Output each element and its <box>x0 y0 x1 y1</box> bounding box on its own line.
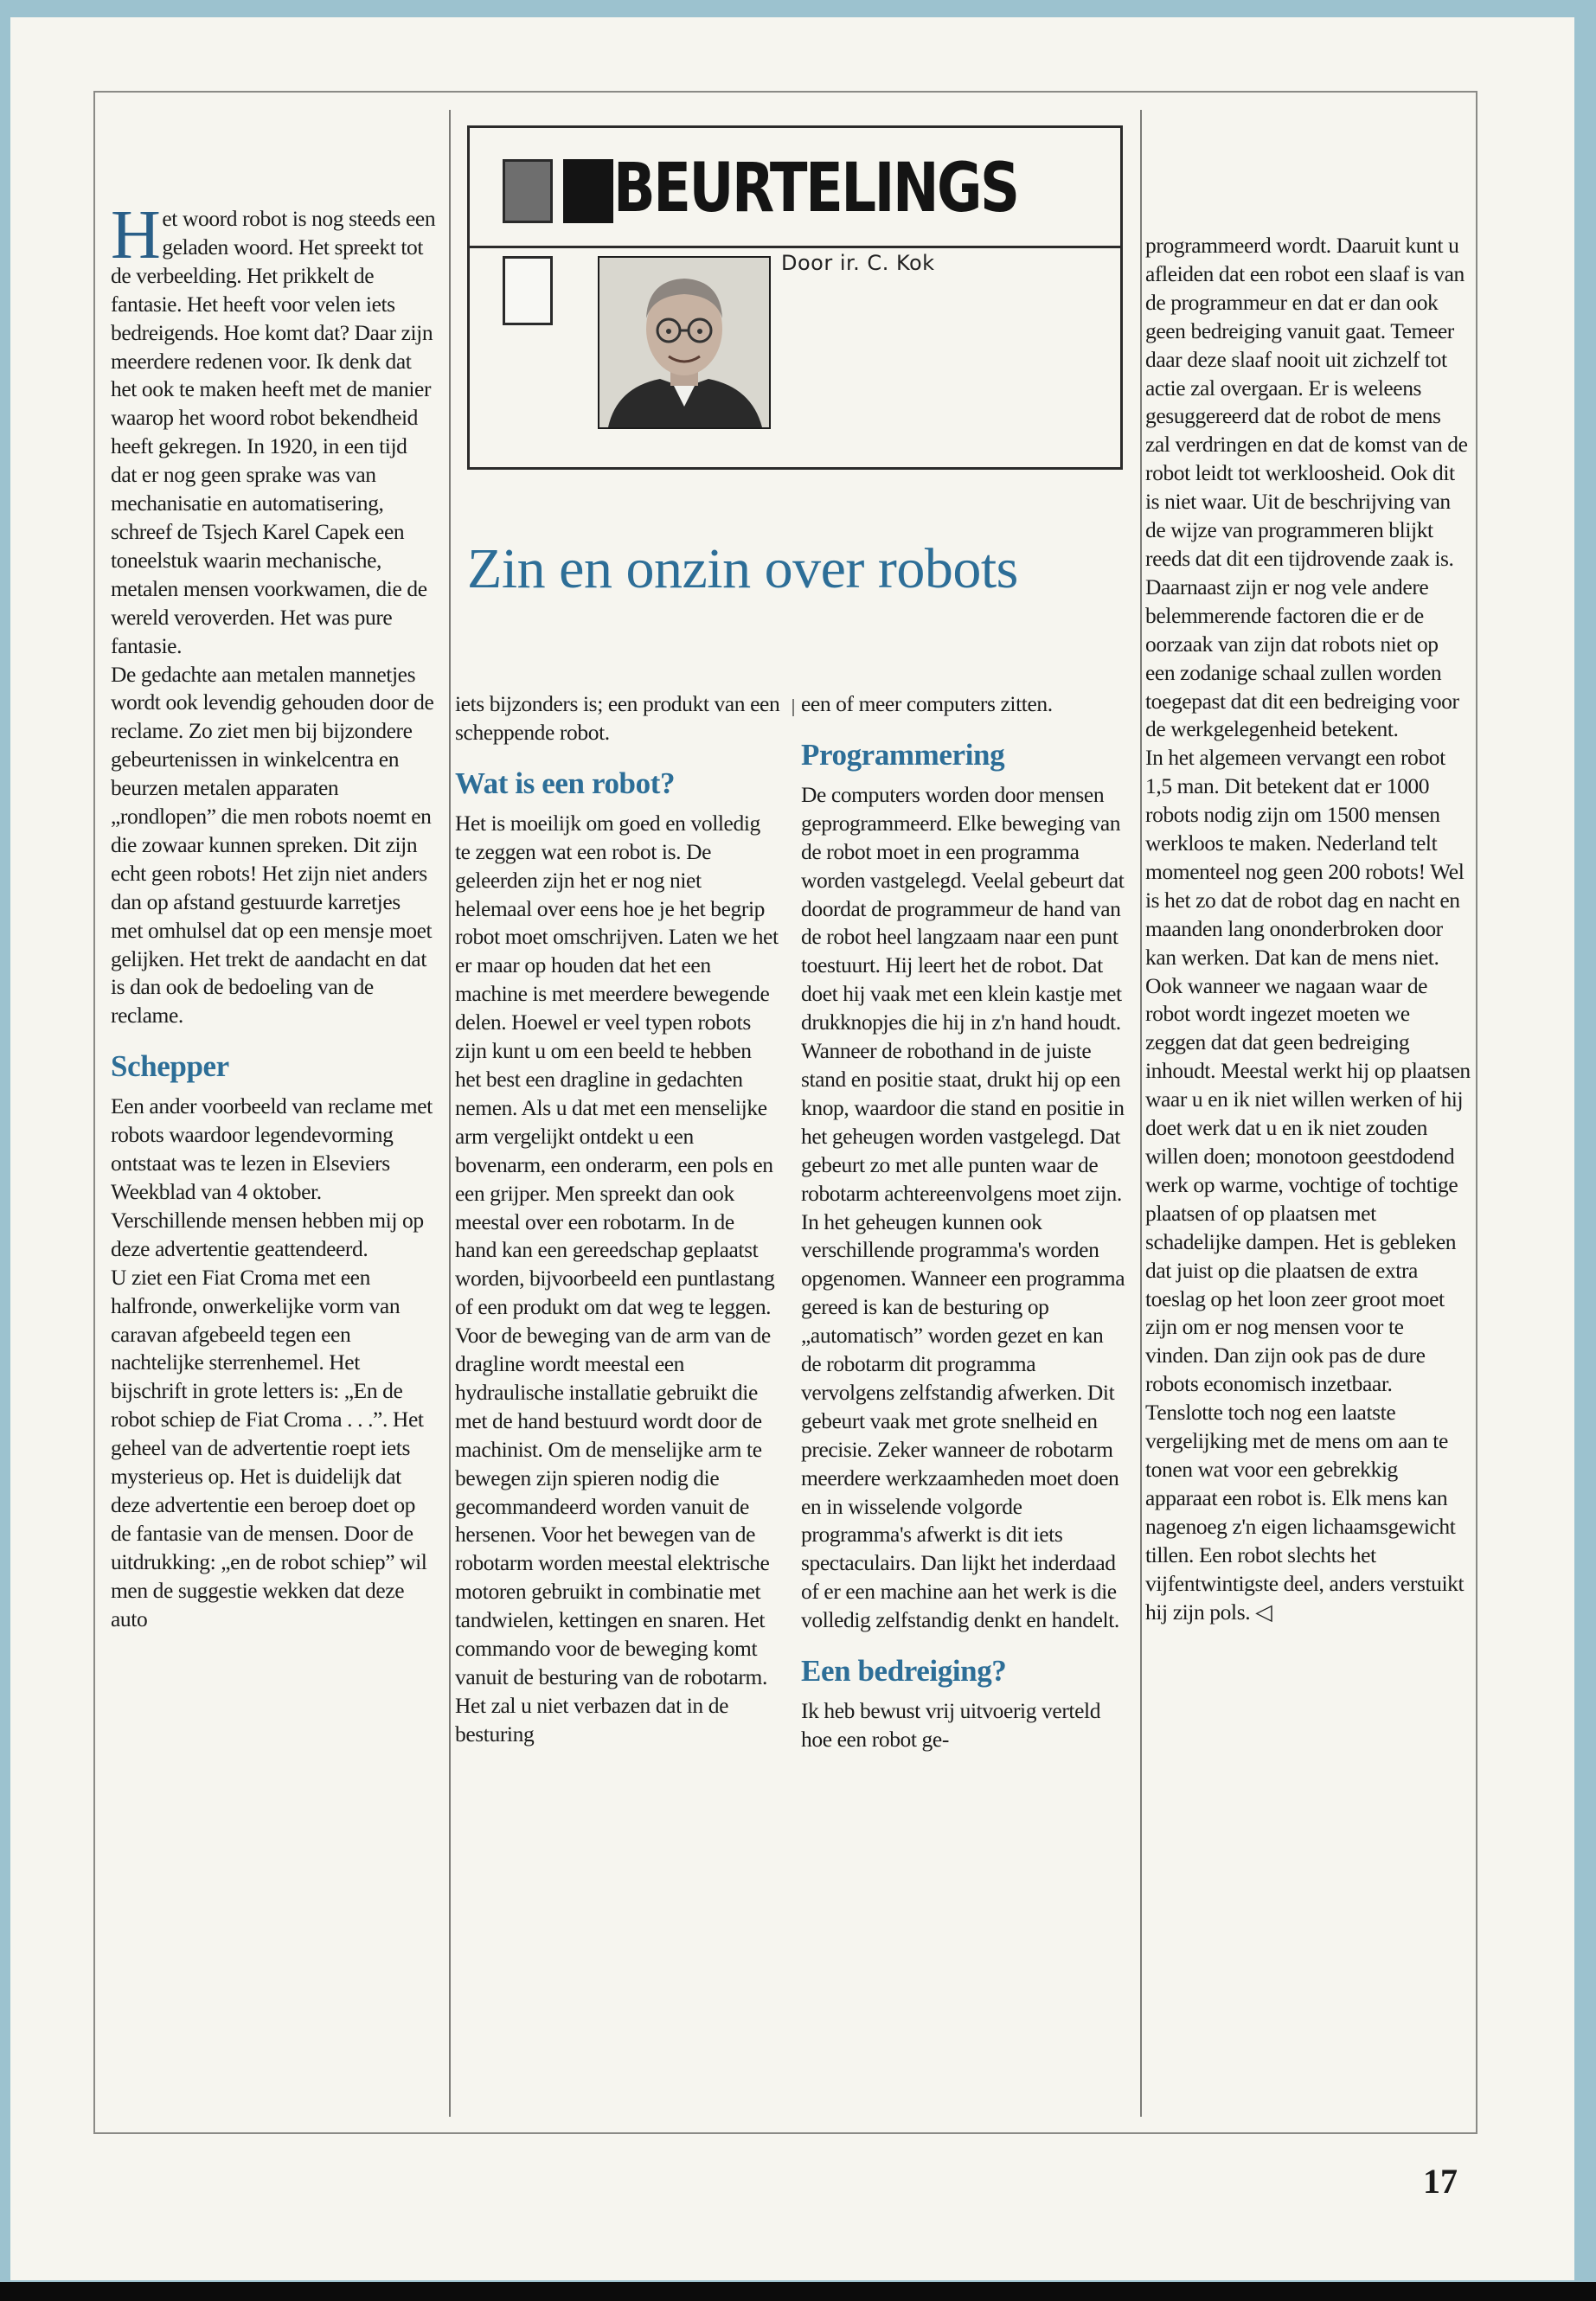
paragraph: U ziet een Fiat Croma met een halfronde, onwerkelijke vorm van caravan afgebeeld tegen een nachtelijke sterrenhemel. Het bijschrift in grote letters is: „En de robot schiep de Fiat Croma . . .”. Het geheel van de advertentie roept iets mysterieus op. Het is duidelijk dat deze advertentie een beroep doet op de fantasie van de mensen. Door de uitdrukking: „en de robot schiep” wil men de suggestie wekken dat deze auto <box>111 1264 427 1631</box>
portrait-photo <box>599 258 769 427</box>
paragraph: De computers worden door mensen geprogrammeerd. Elke beweging van de robot moet in een programma worden vastgelegd. Veelal gebeurt dat doordat de programmeur de hand van de robot heel langzaam naar een punt toestuurt. Hij leert het de robot. Dat doet hij vaak met een klein kastje met drukknopjes die hij in z'n hand houdt. Wanneer de robothand in de juiste stand en positie staat, drukt hij op een knop, waardoor die stand en positie in het geheugen worden vastgelegd. Dat gebeurt zo met alle punten waar de robotarm achtereenvolgens moet zijn. In het geheugen kunnen ook verschillende programma's worden opgenomen. Wanneer een programma gereed is kan de besturing op „automatisch” worden gezet en kan de robotarm dit programma vervolgens zelfstandig afwerken. Dit gebeurt vaak met grote snelheid en precisie. Zeker wanneer de robotarm meerdere werkzaamheden moet doen en in wisselende volgorde programma's afwerkt is dit iets spectaculairs. Dan lijkt het inderdaad of er een machine aan het werk is die volledig zelfstandig denkt en handelt. <box>801 781 1125 1633</box>
paragraph: In het algemeen vervangt een robot 1,5 man. Dit betekent dat er 1000 robots nodig zijn om 1500 mensen werkloos te maken. Nederland telt momenteel nog geen 200 robots! Wel is het zo dat de robot dag en nacht en maanden lang ononderbroken door kan werken. Dat kan de mens niet. Ook wanneer we nagaan waar de robot wordt ingezet moeten we zeggen dat dat geen bedreiging inhoudt. Meestal werkt hij op plaatsen waar u en ik niet willen werken of hij doet werk dat u en ik niet zouden willen doen; monotoon geestdodend werk op warme, vochtige of tochtige plaatsen of op plaatsen met schadelijke dampen. Het is gebleken dat juist op die plaatsen de extra toeslag op het loon zeer groot moet zijn om er nog mensen voor te vinden. Dan zijn ook pas de dure robots economisch inzetbaar. <box>1145 745 1471 1397</box>
paragraph: programmeerd wordt. Daaruit kunt u afleiden dat een robot een slaaf is van de programmeur en dat er dan ook geen bedreiging vanuit gaat. Temeer daar deze slaaf nooit uit zichzelf tot actie zal overgaan. Er is weleens gesuggereerd dat de robot de mens zal verdringen en dat de komst van de robot leidt tot werkloosheid. Ook dit is niet waar. Uit de beschrijving van de wijze van programmeren blijkt reeds dat dit een tijdrovende zaak is. Daarnaast zijn er nog vele andere belemmerende factoren die er de oorzaak van zijn dat robots niet op een zodanige schaal zullen worden toegepast dat dit een bedreiging voor de werkgelegenheid betekent. <box>1145 233 1468 742</box>
column-1 <box>111 197 436 1634</box>
section-heading: Schepper <box>111 1049 229 1084</box>
drop-cap: H <box>111 197 161 273</box>
column-3 <box>801 690 1126 1754</box>
banner-header <box>470 128 1120 248</box>
column-rule <box>1140 110 1142 2117</box>
paragraph: Ik heb bewust vrij uitvoerig verteld hoe een robot ge- <box>801 1698 1101 1752</box>
column-4 <box>1145 232 1471 1626</box>
scan-edge-bar <box>0 2282 1596 2301</box>
paragraph: iets bijzonders is; een produkt van een scheppende robot. <box>455 691 780 745</box>
column-2 <box>455 690 780 1749</box>
author-byline: Door ir. C. Kok <box>781 251 935 275</box>
paragraph: De gedachte aan metalen mannetjes wordt ook levendig gehouden door de reclame. Zo ziet men bij bijzondere gebeurtenissen in winkelcentra en beurzen metalen apparaten „rondlopen” die men robots noemt en die zowaar kunnen spreken. Dit zijn echt geen robots! Het zijn niet anders dan op afstand gestuurde karretjes met omhulsel dat op een mensje moet gelijken. Het trekt de aandacht en dat is dan ook de bedoeling van de reclame. <box>111 661 434 1029</box>
outline-square-icon <box>503 256 553 325</box>
column-title: BEURTELINGS <box>613 150 1018 228</box>
page-number: 17 <box>1423 2162 1458 2201</box>
paragraph: et woord robot is nog steeds een geladen woord. Het spreekt tot de verbeelding. Het prikkelt de fantasie. Het heeft voor velen iets bedreigends. Hoe komt dat? Daar zijn meerdere redenen voor. Ik denk dat het ook te maken heeft met de manier waarop het woord robot bekendheid heeft gekregen. In 1920, in een tijd dat er nog geen sprake was van mechanisatie en automatisering, schreef de Tsjech Karel Capek een toneelstuk waarin mechanische, metalen mensen voorkwamen, die de wereld veroverden. Het was pure fantasie. <box>111 206 436 658</box>
paragraph: een of meer computers zitten. <box>801 691 1053 716</box>
column-banner <box>467 125 1123 470</box>
section-heading: Programmering <box>801 737 1005 772</box>
column-rule <box>449 110 451 2117</box>
paragraph: Tenslotte toch nog een laatste vergelijking met de mens om aan te tonen wat voor een gebrekkig apparaat een robot is. Elk mens kan nagenoeg z'n eigen lichaamsgewicht tillen. Een robot slechts het vijfentwintigste deel, anders verstuikt hij zijn pols. ◁ <box>1145 1400 1465 1625</box>
author-portrait <box>598 256 771 429</box>
article-headline: Zin en onzin over robots <box>467 537 1018 600</box>
grey-square-icon <box>503 159 553 223</box>
column-rule <box>792 699 794 716</box>
paragraph: Een ander voorbeeld van reclame met robots waardoor legendevorming ontstaat was te lezen in Elseviers Weekblad van 4 oktober. Verschillende mensen hebben mij op deze advertentie geattendeerd. <box>111 1093 433 1261</box>
section-heading: Een bedreiging? <box>801 1654 1007 1689</box>
magazine-page <box>10 17 1574 2280</box>
black-square-icon <box>563 159 613 223</box>
section-heading: Wat is een robot? <box>455 766 676 800</box>
paragraph: Het is moeilijk om goed en volledig te zeggen wat een robot is. De geleerden zijn het er nog niet helemaal over eens hoe je het begrip robot moet omschrijven. Laten we het er maar op houden dat het een machine is met meerdere bewegende delen. Hoewel er veel typen robots zijn kunt u om een beeld te hebben het best een dragline in gedachten nemen. Als u dat met een menselijke arm vergelijkt ontdekt u een bovenarm, een onderarm, een pols en een grijper. Men spreekt dan ook meestal over een robotarm. In de hand kan een gereedschap geplaatst worden, bijvoorbeeld een puntlastang of een produkt om dat weg te leggen. Voor de beweging van de arm van de dragline wordt meestal een hydraulische installatie gebruikt die met de hand bestuurd wordt door de machinist. Om de menselijke arm te bewegen zijn spieren nodig die gecommandeerd worden vanuit de hersenen. Voor het bewegen van de robotarm worden meestal elektrische motoren gebruikt in combinatie met tandwielen, kettingen en snaren. Het commando voor de beweging komt vanuit de besturing van de robotarm. Het zal u niet verbazen dat in de besturing <box>455 810 779 1747</box>
